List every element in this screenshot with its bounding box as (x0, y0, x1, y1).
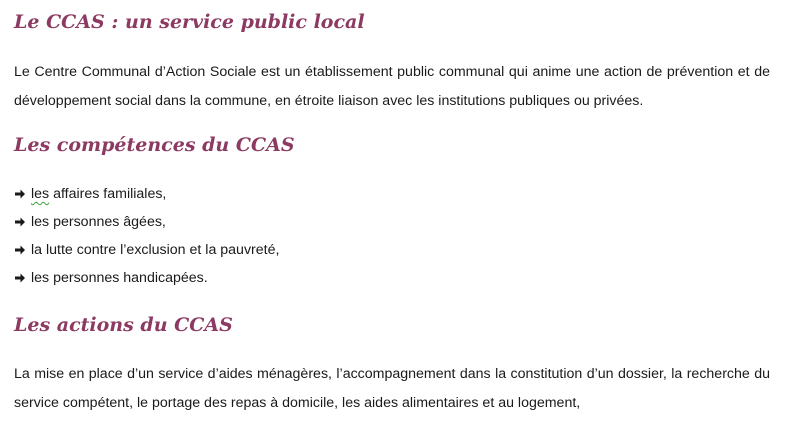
arrow-right-icon (14, 188, 26, 200)
list-item (14, 180, 279, 208)
list-item-text: personnes âgées, (49, 214, 166, 230)
arrow-right-icon (14, 216, 26, 228)
list-item-text: personnes handicapées. (49, 270, 208, 286)
competences-list (14, 180, 279, 292)
list-item-text: affaires familiales, (49, 186, 167, 202)
list-item (14, 264, 279, 292)
heading-competences: Les compétences du CCAS (14, 134, 295, 156)
document-page (14, 0, 774, 436)
paragraph-actions-description: La mise en place d’un service d’aides ménagères, l’accompagnement dans la constitution d’un dossier, la recherche du service compétent, le portage des repas à domicile, les aides alimentaires et au logement, (14, 366, 770, 411)
list-item-first-word: les (31, 186, 50, 202)
list-item-first-word: les (31, 270, 50, 286)
list-item-first-word: la (31, 242, 43, 258)
list-item (14, 208, 279, 236)
arrow-right-icon (14, 244, 26, 256)
heading-service-public: Le CCAS : un service public local (14, 11, 365, 33)
list-item-first-word: les (31, 214, 50, 230)
arrow-right-icon (14, 272, 26, 284)
paragraph-ccas-description: Le Centre Communal d’Action Sociale est un établissement public communal qui anime une action de prévention et de développement social dans la commune, en étroite liaison avec les institutions publiques ou privées. (14, 64, 770, 109)
list-item-text: lutte contre l’exclusion et la pauvreté, (42, 242, 280, 258)
list-item (14, 236, 279, 264)
heading-actions: Les actions du CCAS (14, 314, 233, 336)
